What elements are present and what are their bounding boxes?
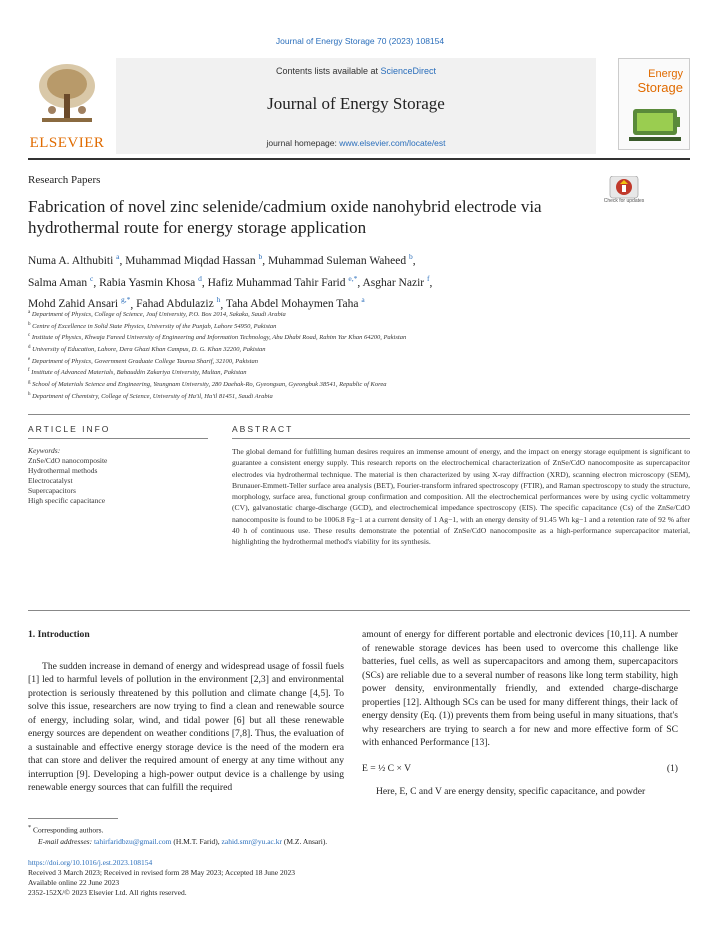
battery-cover-icon [629,103,681,141]
journal-reference-link[interactable]: Journal of Energy Storage 70 (2023) 108154 [275,36,445,46]
author[interactable]: Muhammad Suleman Waheed $^b$ [267,252,413,267]
author[interactable]: Salma Aman $^c$ [28,273,94,289]
homepage-line [116,138,596,148]
abstract-rule [232,438,690,439]
author[interactable]: Taha Abdel Mohaymen Taha $^a$ [225,295,365,311]
doi-link[interactable]: https://doi.org/10.1016/j.est.2023.108154 [28,858,153,867]
journal-header [28,58,690,154]
equation-1 [362,762,678,776]
contents-line [116,66,596,76]
affiliation-marker[interactable]: b [408,252,413,261]
article-title: Fabrication of novel zinc selenide/cadmium oxide nanohybrid electrode via hydrothermal route for energy storage application [28,197,542,237]
intro-paragraph: The sudden increase in demand of energy and widespread usage of fossil fuels [1] led to harmful levels of pollution in the environment [2,3] and environmental protection is seriously threatened by this pollution and climate change [4,5]. To solve this issue, researchers are now trying to find a clean and renewable source of energy, including solar, wind, and tidal power [6] but all these renewable energy sources are dependent on weather conditions [7,8]. Thus, the evaluation of a sustainable and effective energy storage device is the need of the modern era that can store and deliver the required amount of energy at any time without any interruption [9]. Developing a high-power output device is a challenge by using renewable energy sources that can fulfill the required [28,660,344,793]
affiliation-marker[interactable]: f [426,273,430,283]
masthead [116,58,596,154]
email-link[interactable]: zahid.smr@yu.ac.kr [221,836,282,846]
affiliation-item: $^d$ University of Education, Lahore, Dera Ghazi Khan Campus, D. G. Khan 32200, Pakistan [28,344,266,354]
abstract-heading: ABSTRACT [232,424,294,434]
copyright: 2352-152X/© 2023 Elsevier Ltd. All rights reserved. [28,888,187,897]
left-column [28,628,344,807]
keywords-block [28,446,208,506]
affiliation-marker[interactable]: b [258,252,263,261]
author-list: Numa A. Althubiti $^a$, Muhammad Miqdad Hassan $^b$, Muhammad Suleman Waheed $^b$, Salma Aman $^c$, Rabia Yasmin Khosa $^d$, Hafiz Muhammad Tahir Farid $^{e,*}$, Asghar Nazir $^f$, Mohd Zahid Ansari $^{g,*}$, Fahad Abdulaziz $^h$, Taha Abdel Mohaymen Taha $^a$ [28,252,433,311]
affiliation-item: $^c$ Institute of Physics, Khwaja Fareed University of Engineering and Information Technology, Abu Dhabi Road, Rahim Yar Khan 64200, Pakistan [28,333,407,342]
equation-number: (1) [666,762,678,774]
cover-line-energy: Energy [648,68,683,80]
elsevier-logo [28,58,106,154]
author[interactable]: Hafiz Muhammad Tahir Farid $^{e,*}$ [207,273,358,289]
article-type: Research Papers [28,174,101,186]
author[interactable]: Numa A. Althubiti $^a$ [28,252,120,267]
keyword-item: Electrocatalyst [28,476,73,485]
section-divider [28,414,690,415]
affiliation-marker[interactable]: c [89,273,94,283]
crossmark-label: Check for updates [603,198,645,204]
received-dates: Received 3 March 2023; Received in revised form 28 May 2023; Accepted 18 June 2023 [28,868,296,877]
affiliation-item: $^a$ Department of Physics, College of Science, Jouf University, P.O. Box 2014, Sakaka, Saudi Arabia [28,310,286,319]
cover-line-storage: Storage [637,80,683,95]
crossmark-icon[interactable] [606,176,642,210]
equation-explanation: Here, E, C and V are energy density, specific capacitance, and powder [376,786,646,797]
journal-title: Journal of Energy Storage [267,94,445,113]
footnote-rule [28,818,118,819]
introduction-heading: 1. Introduction [28,629,90,640]
homepage-prefix: journal homepage: [266,138,340,148]
elsevier-wordmark: ELSEVIER [29,135,105,151]
author[interactable]: Mohd Zahid Ansari $^{g,*}$ [28,295,131,311]
online-date: Available online 22 June 2023 [28,878,120,887]
affiliation-item: $^f$ Institute of Advanced Materials, Bahauddin Zakariya University, Multan, Pakistan [28,368,247,377]
affiliation-item: $^e$ Department of Physics, Government Graduate College Taunsa Sharif, 32100, Pakistan [28,356,259,365]
author[interactable]: Rabia Yasmin Khosa $^d$ [99,273,202,289]
affiliation-item: $^b$ Centre of Excellence in Solid State Physics, University of the Punjab, Lahore 54950, Pakistan [28,321,277,330]
affiliation-item: $^h$ Department of Chemistry, College of Science, University of Ha'il, Ha'il 81451, Saudi Arabia [28,391,273,400]
affiliation-marker[interactable]: a [361,295,365,305]
keyword-item: ZnSe/CdO nanocomposite [28,456,108,465]
affiliation-marker[interactable]: a [116,252,120,261]
affiliation-item: $^g$ School of Materials Science and Engineering, Yeungnam University, 280 Daehak-Ro, Gyeongsan, Gyeongbuk 38541, Republic of Korea [28,379,387,389]
affiliations [28,308,688,401]
author[interactable]: Fahad Abdulaziz $^h$ [136,295,221,311]
keyword-item: Supercapacitors [28,486,76,495]
affiliation-marker[interactable]: e,* [348,273,358,283]
intro-paragraph-continued: amount of energy for different portable and electronic devices [10,11]. A number of renewable storage devices has been used to overcome this challenge like batteries, fuel cells, as well as supercapacitors and among them, supercapacitors (SCs) are reliable due to a several number of reasons like long term stability, high power density, environmentally friendly, and extended charge-discharge properties [12]. Although SCs can be used for many different things, their lack of energy density (Eq. (1)) prevents them from being useful in many situations, that's why researchers are trying to search a for new and more effective form of SC with enhanced Performance [13]. [362,629,678,748]
email-note: E-mail addresses: tahirfaridbzu@gmail.com (H.M.T. Farid), zahid.smr@yu.ac.kr (M.Z. Ansari). [38,836,328,846]
affiliation-marker[interactable]: g,* [120,295,131,305]
affiliation-marker[interactable]: d [198,273,202,283]
email-link[interactable]: tahirfaridbzu@gmail.com [93,836,172,846]
header-rule [28,158,690,160]
keyword-item: High specific capacitance [28,496,106,505]
contents-prefix: Contents lists available at [275,66,381,76]
abstract-text: The global demand for fulfilling human desires requires an immense amount of energy, and the impact on energy storage equipment is significant to guarantee a consistent energy supply. This research reports on the electrochemical characterization of ZnSe/CdO nanocomposite as supercapacitor electrodes via hydrothermal technique. The material is then characterized by using X-ray diffraction (XRD), scanning electron microscopy (SEM), Brunauer-Emmett-Teller surface area analysis (BET), Fourier-transform infrared spectroscopy (FTIR), and Raman spectroscopy to study the structure, morphology, surface area, functional group confirmation and composition. All the electrochemical performances were by using cyclic voltammetry (CV), galvanostatic charge-discharge (GCD), and electrochemical impedance spectroscopy (EIS). The specific capacitance (Cs) of the ZnSe/CdO nanocomposite is found to be 1006.8 Fg−1 at a current density of 1 Ag−1, with an energy density of 91.45 Wh kg−1 and a retention rate of 92 % after 40 h of continuous use. These results demonstrate the potential of ZnSe/CdO nanocomposite as a high-performance supercapacitor material, highlighting the hydrothermal method's viability for its synthesis. [232,447,690,547]
right-column [362,628,678,811]
corresponding-note: * Corresponding authors. [28,824,104,835]
keywords-label: Keywords: [28,446,61,455]
footnotes [28,822,428,847]
abstract-bottom-rule [28,610,690,611]
sciencedirect-link[interactable]: ScienceDirect [380,66,437,76]
affiliation-marker[interactable]: h [216,295,221,305]
journal-cover-image[interactable] [618,58,690,150]
author[interactable]: Muhammad Miqdad Hassan $^b$ [125,252,263,267]
article-info-rule [28,438,208,439]
keyword-item: Hydrothermal methods [28,466,98,475]
elsevier-tree-icon [34,60,100,128]
homepage-link[interactable]: www.elsevier.com/locate/est [339,138,446,148]
author[interactable]: Asghar Nazir $^f$ [362,273,430,289]
article-info-heading: ARTICLE INFO [28,424,111,434]
equation-body: E = ½ C × V [362,762,412,774]
article-metadata [28,858,528,898]
